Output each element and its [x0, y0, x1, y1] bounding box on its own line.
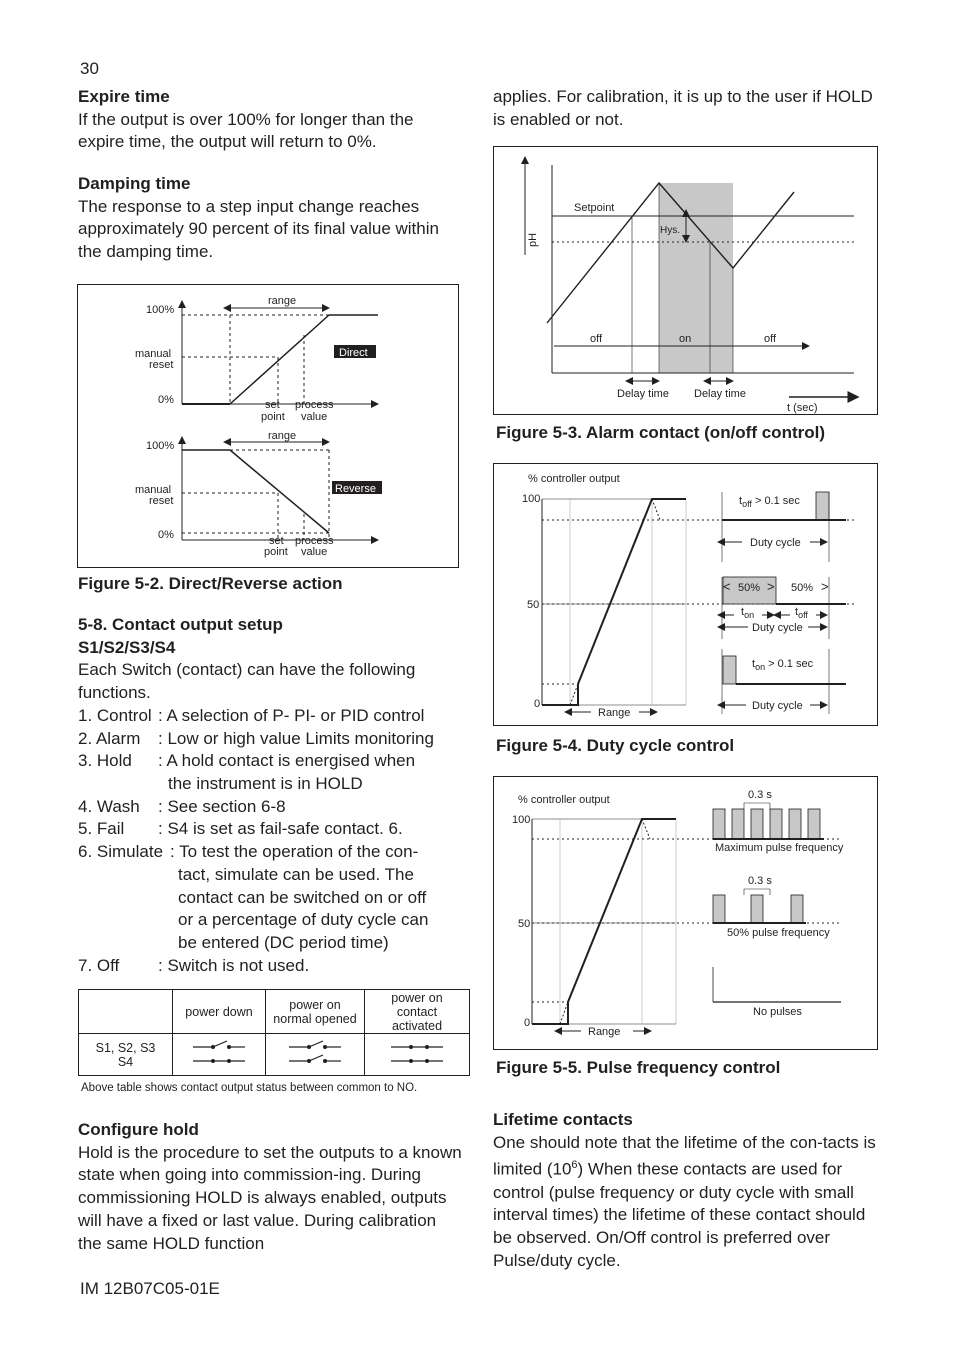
fig2-top-value: value	[301, 411, 328, 423]
figure-5-2	[77, 284, 459, 568]
fig2-bottom-0: 0%	[158, 529, 174, 541]
reverse-action-graph	[135, 430, 382, 558]
figure-5-4	[493, 463, 878, 726]
table-header-power-on-normal: power on normal opened	[266, 990, 365, 1034]
fig3-delay2: Delay time	[694, 388, 746, 400]
fig2-top-100: 100%	[146, 304, 175, 316]
lifetime-text: One should note that the lifetime of the con-tacts is limited $(10^6)$ When these contacts are used for control (pulse frequency or duty cycle with small interval times) the lifetime of these contact should be observed. On/Off control is preferred over Pulse/duty cycle.	[493, 1132, 876, 1270]
fig5-y100: 100	[512, 814, 531, 826]
fig5-t2: 0.3 s	[748, 875, 772, 887]
figure-5-3	[493, 146, 878, 415]
list-item: contact can be switched on or off	[178, 887, 427, 907]
fig4-duty2: Duty cycle	[752, 622, 803, 634]
list-item: 1. Control : A selection of P- PI- or PID control	[78, 706, 425, 725]
fig4-duty3: Duty cycle	[752, 700, 803, 712]
fig2-top-range: range	[268, 295, 297, 307]
table-header-power-down: power down	[173, 990, 266, 1034]
svg-text:>: >	[821, 579, 829, 594]
expire-time-text: If the output is over 100% for longer than the expire time, the output will return to 0%.	[78, 109, 414, 152]
fig4-range: Range	[598, 707, 631, 719]
fig3-hys-label: Hys.	[660, 225, 680, 236]
fig2-top-process: process	[295, 399, 334, 411]
table-header-empty	[79, 990, 173, 1034]
figure-5-3-caption: Figure 5-3. Alarm contact (on/off control)	[496, 423, 825, 442]
fig5-ytitle: % controller output	[518, 794, 610, 806]
fig5-y0: 0	[524, 1017, 531, 1029]
fig2-top-0: 0%	[158, 394, 174, 406]
configure-hold-section	[78, 1119, 463, 1255]
fig3-delay1: Delay time	[617, 388, 669, 400]
fig4-y100: 100	[522, 493, 541, 505]
lifetime-title: Lifetime contacts	[493, 1110, 633, 1129]
configure-hold-text: Hold is the procedure to set the outputs to a known state when going into commission-ing. During commissioning HOLD is always enabled, outputs will have a fixed or last value. During calibration the same HOLD function	[78, 1142, 462, 1253]
figure-5-4-caption: Figure 5-4. Duty cycle control	[496, 736, 735, 755]
list-item: be entered (DC period time)	[178, 932, 389, 952]
fig5-range: Range	[588, 1026, 621, 1038]
fig4-y0: 0	[534, 698, 541, 710]
fig2-bottom-value: value	[301, 546, 328, 558]
fig5-max-label: Maximum pulse frequency	[715, 842, 844, 854]
svg-text:<: <	[723, 579, 731, 594]
fig5-y50: 50	[518, 918, 531, 930]
fig2-top-set: set	[265, 399, 280, 411]
direct-label: Direct	[339, 347, 368, 359]
list-item: or a percentage of duty cycle can	[178, 910, 429, 930]
fig2-bottom-set: set	[269, 535, 284, 547]
fig2-top-manual: manual	[135, 348, 172, 360]
fig5-half-label: 50% pulse frequency	[727, 927, 830, 939]
table-row-label: S1, S2, S3 S4	[79, 1034, 173, 1076]
damping-time-title: Damping time	[78, 174, 191, 193]
table-note: Above table shows contact output status between common to NO.	[81, 1082, 418, 1094]
fig4-ytitle: % controller output	[528, 473, 620, 485]
list-item: 6. Simulate : To test the operation of the con-	[78, 842, 419, 862]
contact-setup-subheading: S1/S2/S3/S4	[78, 637, 176, 657]
switch-symbols-power-on-activated	[365, 1034, 470, 1076]
page-number: 30	[80, 59, 99, 78]
contact-setup-heading: 5-8. Contact output setup	[78, 615, 283, 634]
fig4-toff-mid: $t_{off}$	[795, 606, 808, 620]
list-item: tact, simulate can be used. The	[178, 864, 414, 884]
fig4-50pct-b: 50%	[791, 582, 814, 594]
contact-setup-intro: Each Switch (contact) can have the following functions.	[78, 660, 416, 703]
fig2-top-point: point	[261, 411, 285, 423]
svg-text:>: >	[767, 579, 775, 594]
list-item: 7. Off : Switch is not used.	[78, 955, 310, 975]
fig4-ton-mid: $t_{on}$	[741, 606, 755, 620]
fig3-setpoint-label: Setpoint	[574, 202, 615, 214]
half-pulse-train	[713, 889, 806, 923]
configure-hold-title: Configure hold	[78, 1120, 199, 1139]
expire-time-section	[78, 86, 463, 154]
fig4-y50: 50	[527, 599, 540, 611]
fig2-bottom-process: process	[295, 535, 334, 547]
figure-5-2-caption: Figure 5-2. Direct/Reverse action	[78, 574, 343, 593]
reverse-label: Reverse	[335, 483, 376, 495]
switch-symbols-power-on-normal	[266, 1034, 365, 1076]
fig5-none-label: No pulses	[753, 1006, 802, 1018]
direct-action-graph	[135, 295, 378, 423]
list-item: 5. Fail : S4 is set as fail-safe contact. 6.	[78, 819, 403, 839]
fig2-bottom-100: 100%	[146, 440, 175, 452]
fig3-off2: off	[764, 333, 777, 345]
fig4-toff-rule: $t_{off} > 0.1$ sec	[739, 495, 800, 509]
fig5-t1: 0.3 s	[748, 789, 772, 801]
list-item: 4. Wash : See section 6-8	[78, 796, 286, 816]
table-header-power-on-activated: power on contact activated	[365, 990, 470, 1034]
fig2-bottom-reset: reset	[149, 495, 174, 507]
fig2-bottom-manual: manual	[135, 484, 172, 496]
fig3-off1: off	[590, 333, 603, 345]
switch-symbols-power-down	[173, 1034, 266, 1076]
max-pulse-train	[713, 803, 824, 839]
damping-time-text: The response to a step input change reaches approximately 90 percent of its final value within the damping time.	[78, 196, 439, 262]
fig3-on: on	[679, 333, 692, 345]
expire-time-title: Expire time	[78, 87, 170, 106]
list-item: 2. Alarm : Low or high value Limits monitoring	[78, 728, 434, 748]
fig2-bottom-range: range	[268, 430, 297, 442]
fig4-ton-rule: $t_{on} > 0.1$ sec	[752, 658, 814, 672]
figure-5-5	[493, 776, 878, 1050]
continued-text: applies. For calibration, it is up to the user if HOLD is enabled or not.	[493, 87, 873, 129]
fig2-bottom-point: point	[264, 546, 288, 558]
list-item: the instrument is in HOLD	[168, 774, 363, 794]
fig3-time-axis: t (sec)	[787, 402, 818, 414]
list-item: 3. Hold : A hold contact is energised when	[78, 751, 416, 771]
fig4-50pct-a: 50%	[738, 582, 761, 594]
lifetime-section	[493, 1109, 878, 1273]
fig4-duty1: Duty cycle	[750, 537, 801, 549]
footer-doc-id: IM 12B07C05-01E	[80, 1279, 220, 1298]
contact-setup-section	[78, 614, 463, 705]
function-list	[78, 705, 434, 977]
fig3-ph-label: pH	[527, 232, 539, 247]
fig2-top-reset: reset	[149, 359, 174, 371]
contact-status-table	[78, 989, 470, 1076]
damping-time-section	[78, 173, 463, 264]
figure-5-5-caption: Figure 5-5. Pulse frequency control	[496, 1058, 781, 1077]
